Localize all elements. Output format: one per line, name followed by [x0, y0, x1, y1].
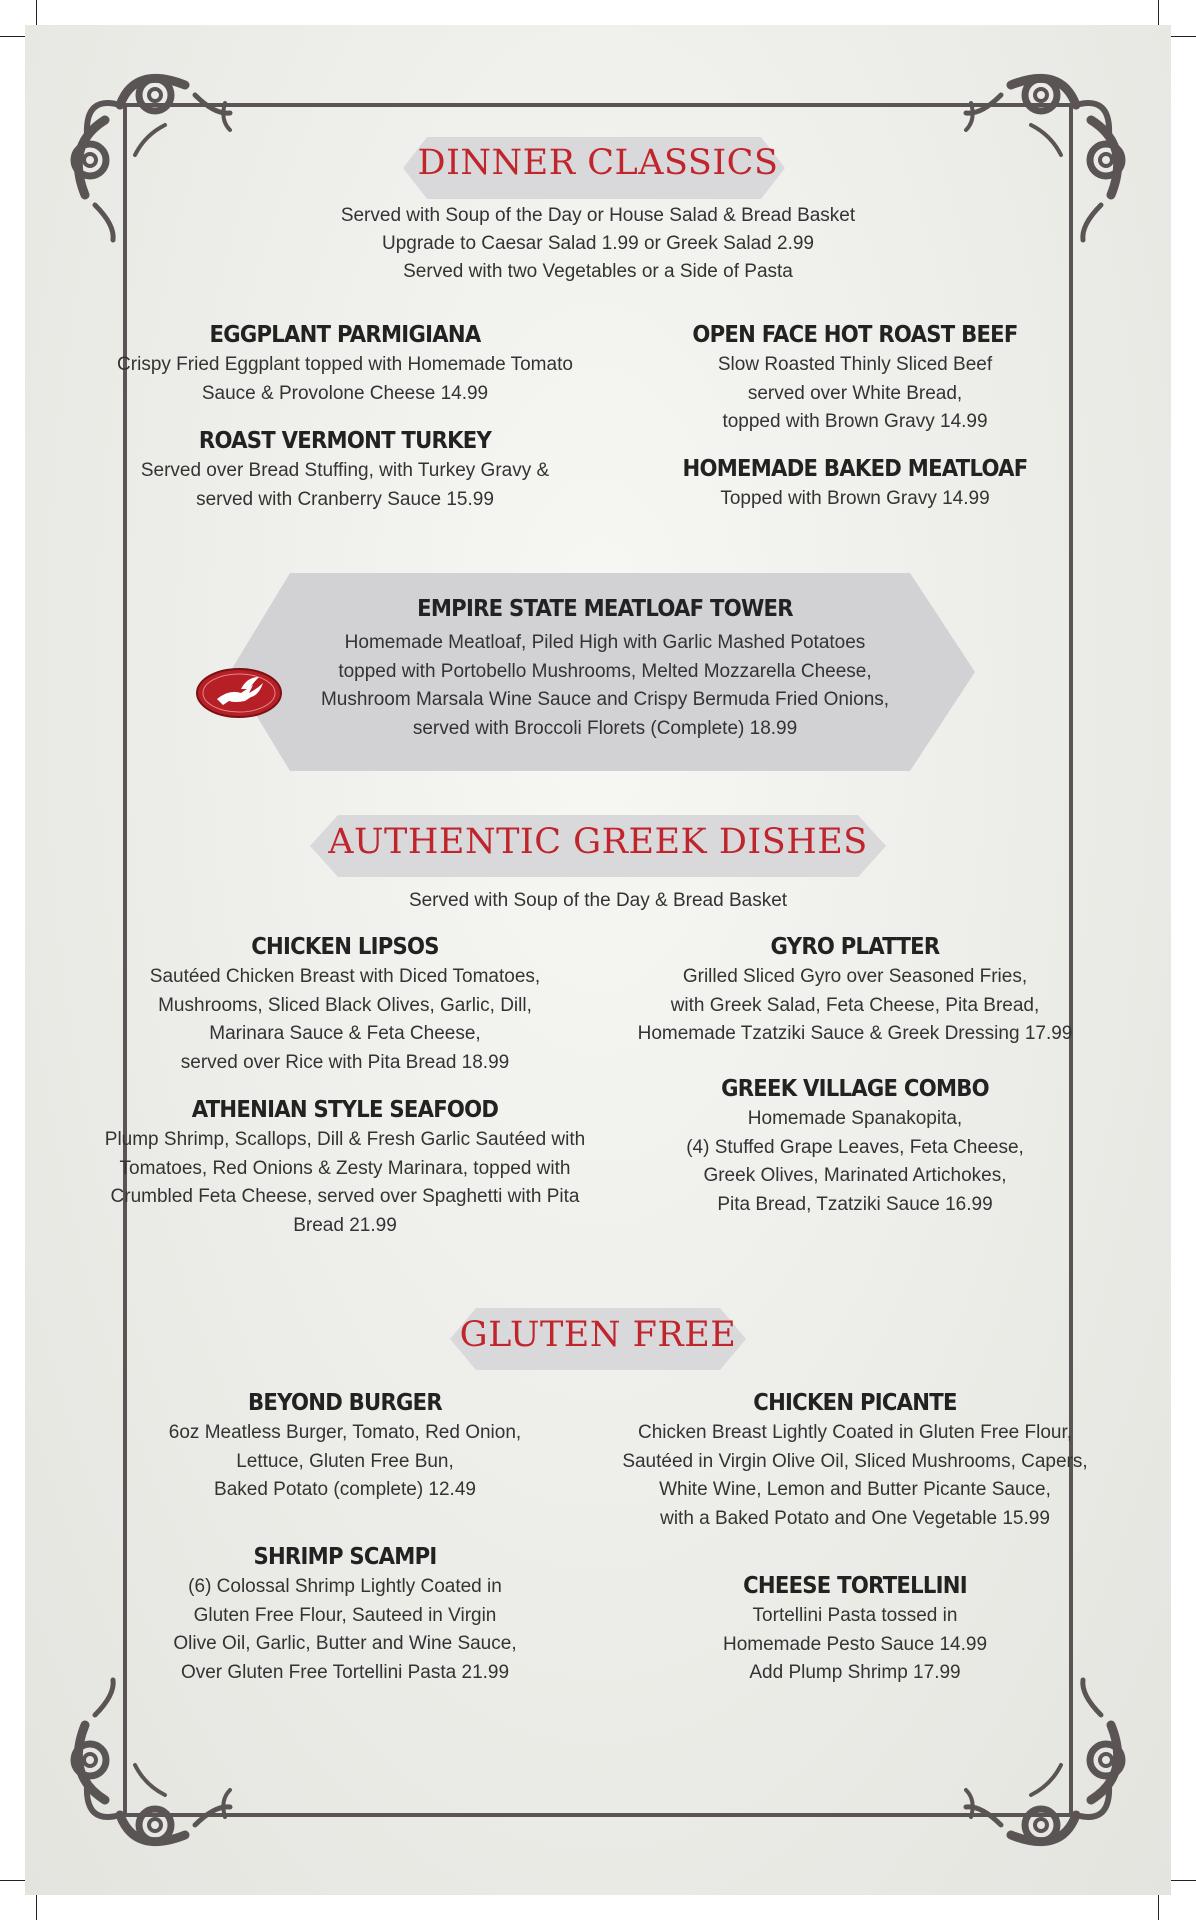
item-name: CHICKEN PICANTE [753, 1390, 957, 1416]
menu-item [95, 1387, 595, 1505]
item-name: GYRO PLATTER [770, 934, 940, 960]
item-name: GREEK VILLAGE COMBO [721, 1076, 989, 1102]
item-name: ROAST VERMONT TURKEY [198, 428, 492, 454]
item-description: Plump Shrimp, Scallops, Dill & Fresh Garlic Sautéed with Tomatoes, Red Onions & Zesty Marinara, topped with Crumbled Feta Cheese, served over Spaghetti with Pita Bread 21.99 [104, 1129, 586, 1236]
item-name: EGGPLANT PARMIGIANA [209, 322, 481, 348]
item-description: Homemade Spanakopita, (4) Stuffed Grape Leaves, Feta Cheese, Greek Olives, Marinated Artichokes, Pita Bread, Tzatziki Sauce 16.99 [686, 1108, 1024, 1215]
item-description: Served over Bread Stuffing, with Turkey Gravy & served with Cranberry Sauce 15.99 [140, 460, 550, 510]
intro-line: Upgrade to Caesar Salad 1.99 or Greek Salad 2.99 [382, 233, 814, 254]
menu-item [95, 425, 595, 514]
item-description: Homemade Meatloaf, Piled High with Garlic Mashed Potatoes topped with Portobello Mushrooms, Melted Mozzarella Cheese, Mushroom Marsala Wine Sauce and Crispy Bermuda Fried Onions, served with Broccoli Florets (Complete) 18.99 [320, 632, 890, 739]
item-description: Tortellini Pasta tossed in Homemade Pesto Sauce 14.99 Add Plump Shrimp 17.99 [722, 1605, 988, 1683]
greek-title: AUTHENTIC GREEK DISHES [328, 822, 868, 862]
item-name: HOMEMADE BAKED MEATLOAF [682, 456, 1028, 482]
item-description: Chicken Breast Lightly Coated in Gluten Free Flour, Sautéed in Virgin Olive Oil, Sliced Mushrooms, Capers, White Wine, Lemon and Butter Picante Sauce, with a Baked Potato and One Vegetable 15.99 [622, 1422, 1088, 1529]
dinner-classics-intro [25, 202, 1171, 286]
dinner-classics-title: DINNER CLASSICS [417, 143, 779, 183]
menu-item [595, 1387, 1115, 1533]
menu-item [605, 931, 1105, 1049]
menu-item [95, 319, 595, 408]
crop-mark [36, 0, 37, 26]
crop-mark [0, 1880, 26, 1881]
menu-item [95, 1541, 595, 1687]
featured-item [255, 593, 955, 743]
intro-line: Served with two Vegetables or a Side of Pasta [403, 261, 793, 282]
gluten-free-title: GLUTEN FREE [459, 1315, 737, 1355]
intro-line: Served with Soup of the Day or House Salad & Bread Basket [340, 205, 856, 226]
crop-mark [0, 36, 26, 37]
menu-item [605, 319, 1105, 437]
menu-page [25, 25, 1171, 1895]
item-name: OPEN FACE HOT ROAST BEEF [692, 322, 1018, 348]
crop-mark [1170, 36, 1196, 37]
item-description: Crispy Fried Eggplant topped with Homemade Tomato Sauce & Provolone Cheese 14.99 [117, 354, 573, 404]
item-name: EMPIRE STATE MEATLOAF TOWER [417, 596, 793, 622]
item-description: Topped with Brown Gravy 14.99 [720, 488, 990, 509]
menu-item [605, 1570, 1105, 1688]
item-name: CHICKEN LIPSOS [251, 934, 439, 960]
menu-item [70, 1094, 620, 1240]
crop-mark [1170, 1880, 1196, 1881]
item-description: Slow Roasted Thinly Sliced Beef served over White Bread, topped with Brown Gravy 14.99 [717, 354, 993, 432]
menu-item [605, 1073, 1105, 1219]
item-name: CHEESE TORTELLINI [743, 1573, 967, 1599]
item-name: BEYOND BURGER [248, 1390, 442, 1416]
menu-item [605, 453, 1105, 514]
crop-mark [1158, 0, 1159, 26]
crop-mark [36, 1894, 37, 1920]
item-description: Grilled Sliced Gyro over Seasoned Fries, with Greek Salad, Feta Cheese, Pita Bread, Homemade Tzatziki Sauce & Greek Dressing 17.99 [637, 966, 1073, 1044]
crop-mark [1158, 1894, 1159, 1920]
item-name: ATHENIAN STYLE SEAFOOD [191, 1097, 499, 1123]
item-description: Sautéed Chicken Breast with Diced Tomatoes, Mushrooms, Sliced Black Olives, Garlic, Dill, Marinara Sauce & Feta Cheese, served over Rice with Pita Bread 18.99 [149, 966, 541, 1073]
item-name: SHRIMP SCAMPI [253, 1544, 437, 1570]
greek-intro: Served with Soup of the Day & Bread Basket [408, 890, 788, 911]
item-description: 6oz Meatless Burger, Tomato, Red Onion, Lettuce, Gluten Free Bun, Baked Potato (complete) 12.49 [168, 1422, 522, 1500]
menu-item [95, 931, 595, 1077]
item-description: (6) Colossal Shrimp Lightly Coated in Gluten Free Flour, Sauteed in Virgin Olive Oil, Garlic, Butter and Wine Sauce, Over Gluten Free Tortellini Pasta 21.99 [173, 1576, 517, 1683]
